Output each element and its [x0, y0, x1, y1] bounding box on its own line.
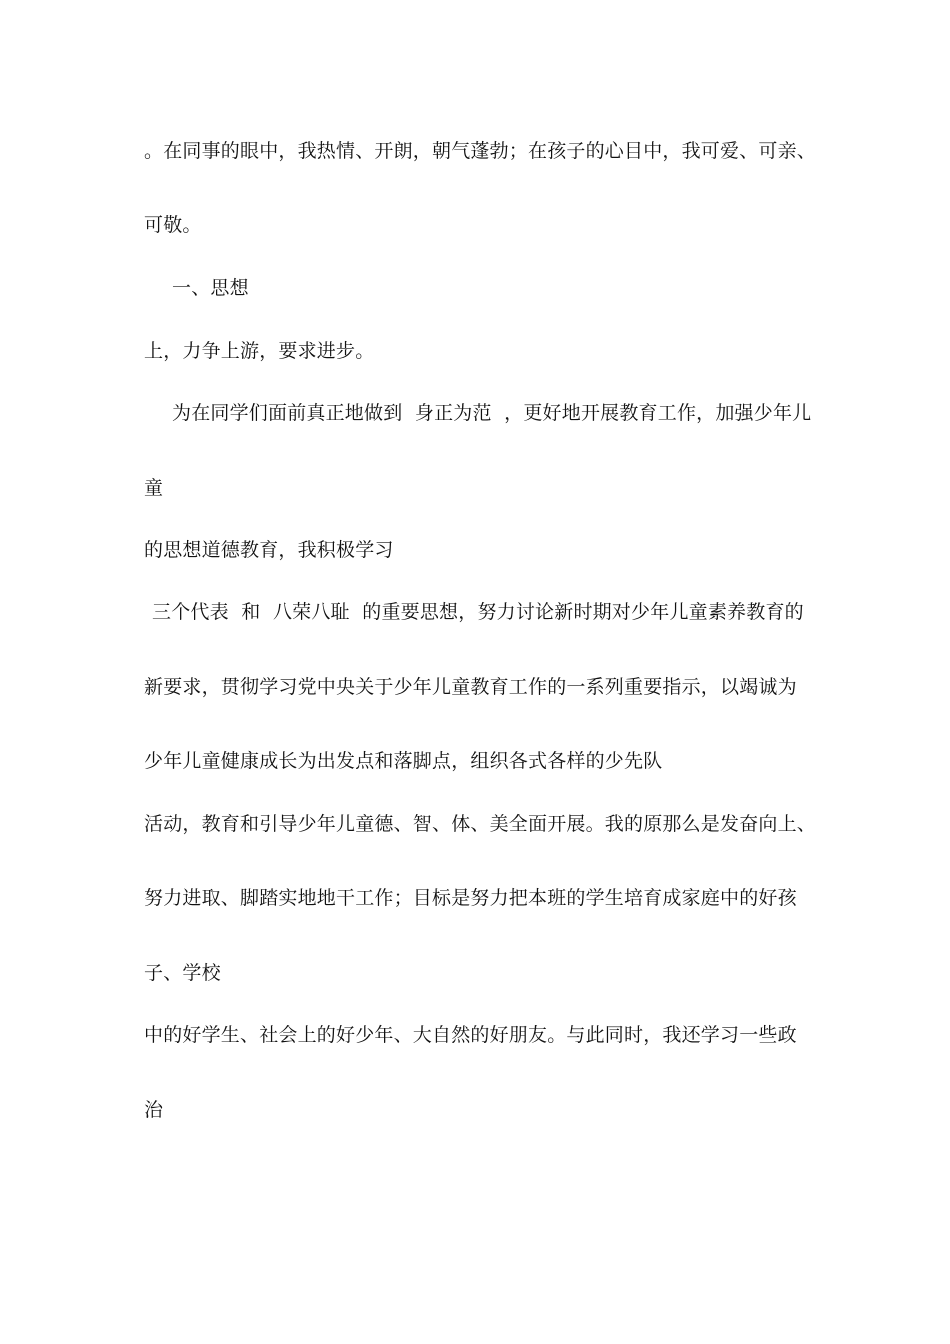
text-line-15: 治 — [144, 1099, 164, 1121]
text-line-7: 的思想道德教育，我积极学习 — [144, 539, 394, 561]
text-line-1: 。在同事的眼中，我热情、开朗，朝气蓬勃；在孩子的心目中，我可爱、可亲、 — [144, 140, 817, 162]
text-line-4: 上，力争上游，要求进步。 — [144, 340, 375, 362]
section-heading: 一、思想 — [172, 277, 249, 299]
text-line-2: 可敬。 — [144, 214, 202, 236]
text-line-12: 努力进取、脚踏实地地干工作；目标是努力把本班的学生培育成家庭中的好孩 — [144, 887, 797, 909]
text-line-8: 三个代表 和 八荣八耻 的重要思想，努力讨论新时期对少年儿童素养教育的 — [152, 601, 804, 623]
text-line-14: 中的好学生、社会上的好少年、大自然的好朋友。与此同时，我还学习一些政 — [144, 1024, 797, 1046]
text-line-5: 为在同学们面前真正地做到 身正为范 ，更好地开展教育工作，加强少年儿 — [172, 402, 812, 424]
text-line-13: 子、学校 — [144, 962, 221, 984]
text-line-11: 活动，教育和引导少年儿童德、智、体、美全面开展。我的原那么是发奋向上、 — [144, 813, 817, 835]
text-line-10: 少年儿童健康成长为出发点和落脚点，组织各式各样的少先队 — [144, 750, 663, 772]
text-line-9: 新要求，贯彻学习党中央关于少年儿童教育工作的一系列重要指示，以竭诚为 — [144, 676, 797, 698]
text-line-6: 童 — [144, 477, 164, 499]
